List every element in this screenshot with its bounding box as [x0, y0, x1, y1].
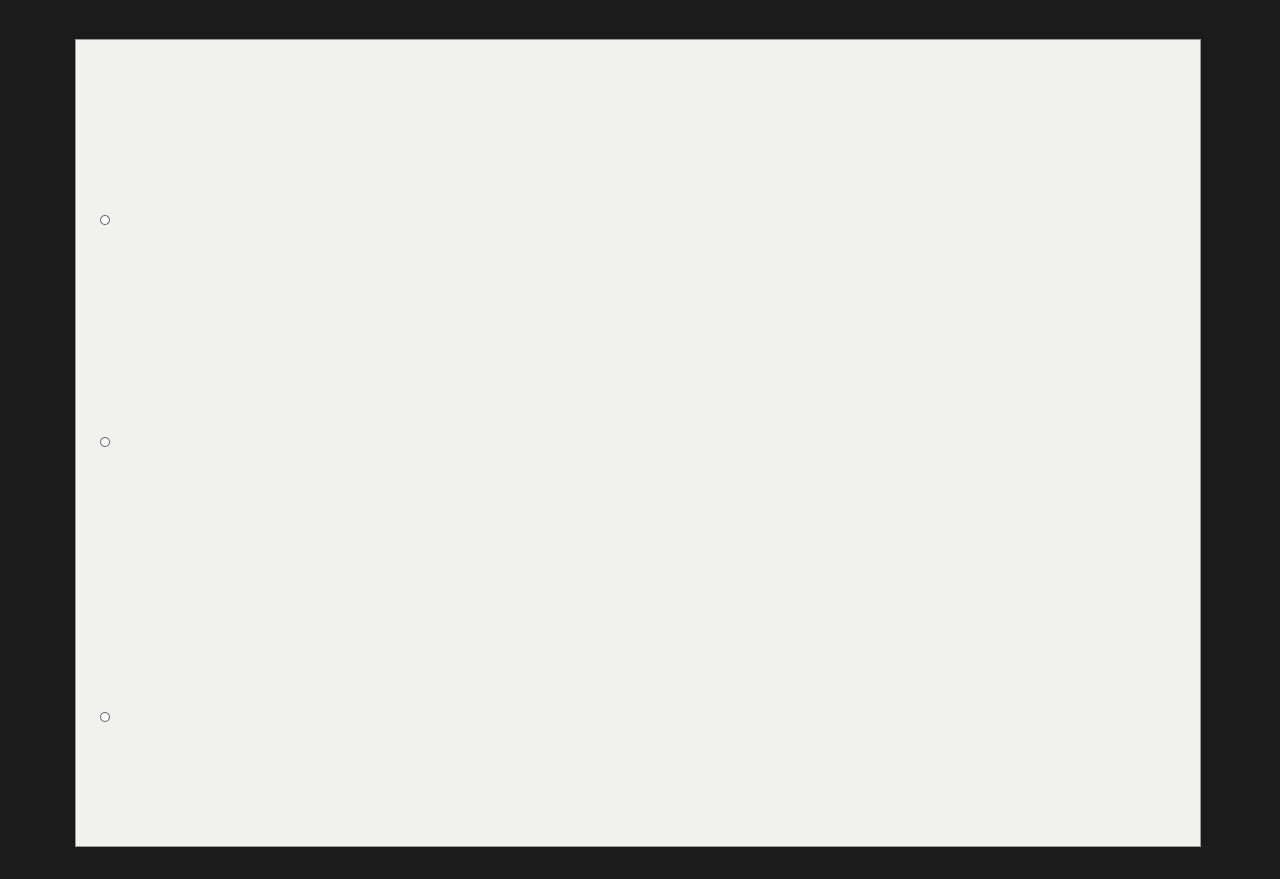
binding-hole [100, 712, 110, 722]
census-sheet [76, 40, 1200, 846]
census-grid [76, 40, 1200, 846]
binding-hole [100, 437, 110, 447]
binding-hole [100, 215, 110, 225]
